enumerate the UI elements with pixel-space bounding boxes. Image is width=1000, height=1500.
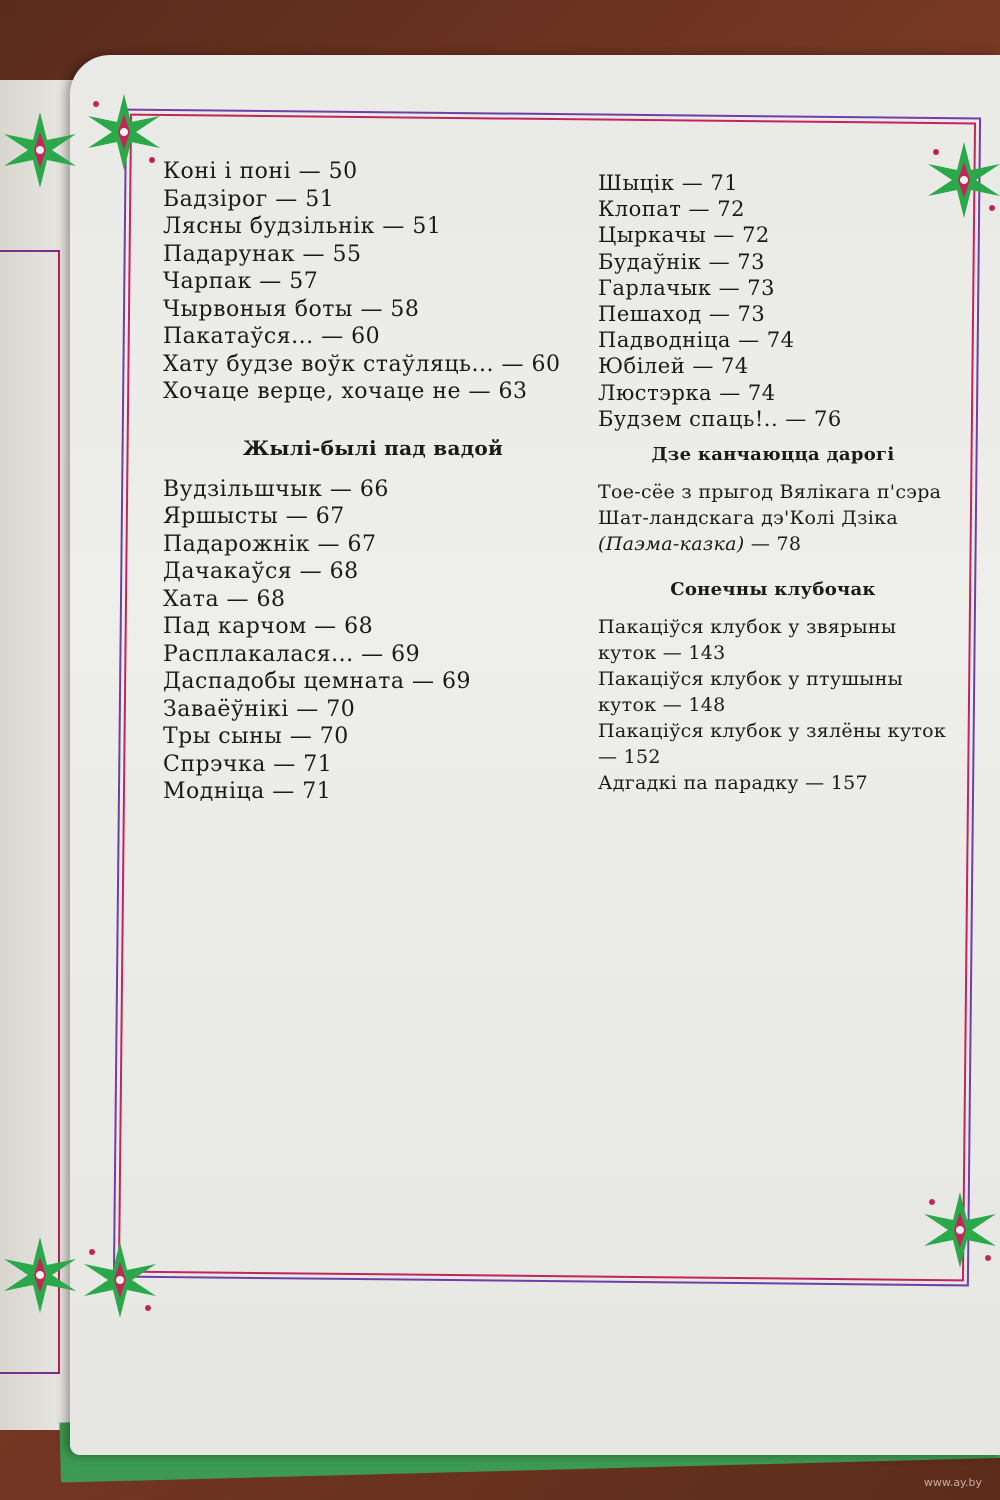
toc-entry-long [598, 479, 948, 557]
toc-entry: Будаўнік — 73 [598, 249, 766, 274]
toc-list [163, 476, 583, 806]
entry-genre: (Паэма-казка) [598, 533, 745, 556]
toc-entry: Вудзільшчык — 66 [163, 476, 389, 502]
toc-entry: Даспадобы цемната — 69 [163, 669, 471, 694]
toc-entry: Хочаце верце, хочаце не — 63 [163, 379, 528, 404]
toc-entry: Клопат — 72 [598, 197, 745, 222]
toc-entry: Пакаціўся клубок у птушыны куток — 148 [598, 668, 904, 717]
toc-entry: Модніца — 71 [163, 779, 332, 804]
toc-list [598, 614, 948, 796]
toc-entry: Пакаціўся клубок у зялёны куток — 152 [598, 720, 947, 769]
toc-entry: Падводніца — 74 [598, 328, 795, 353]
section-title: Дзе канчаюцца дарогі [651, 444, 895, 466]
toc-list [598, 170, 948, 432]
toc-entry: Адгадкі па парадку — 157 [598, 772, 868, 795]
section-title: Жылі-былі пад вадой [242, 435, 504, 460]
toc-entry: Юбілей — 74 [598, 354, 749, 379]
entry-page: — 78 [744, 533, 802, 556]
entry-text: Тое-сёе з прыгод Вялікага п'сэра Шат-ландскага дэ'Колі Дзіка [598, 481, 942, 530]
toc-entry: Гарлачык — 73 [598, 275, 776, 300]
toc-entry: Пешаход — 73 [598, 302, 766, 327]
toc-entry: Бадзірог — 51 [163, 186, 335, 212]
toc-entry: Коні і поні — 50 [163, 159, 358, 184]
toc-entry: Чарпак — 57 [163, 269, 319, 294]
toc-entry: Падарожнік — 67 [163, 531, 377, 557]
watermark: www.ay.by [923, 1476, 982, 1489]
toc-left-column [163, 158, 583, 806]
toc-entry: Шыцік — 71 [598, 171, 739, 195]
toc-entry: Пакаціўся клубок у звярыны куток — 143 [598, 616, 897, 665]
toc-entry: Дачакаўся — 68 [163, 559, 359, 584]
star-ornament-icon [920, 1190, 1000, 1270]
toc-entry: Люстэрка — 74 [598, 380, 776, 405]
toc-entry: Цыркачы — 72 [598, 223, 770, 248]
star-ornament-icon [84, 92, 164, 172]
toc-entry: Яршысты — 67 [163, 504, 345, 529]
star-ornament-icon [0, 1235, 80, 1315]
toc-entry: Расплакалася... — 69 [163, 641, 421, 667]
toc-list [163, 158, 583, 406]
toc-entry: Будзем спаць!.. — 76 [598, 406, 842, 431]
toc-entry: Падарунак — 55 [163, 241, 362, 267]
star-ornament-icon [0, 110, 80, 190]
toc-entry: Тры сыны — 70 [163, 724, 349, 749]
toc-entry: Хата — 68 [163, 586, 286, 612]
toc-entry: Чырвоныя боты — 58 [163, 296, 420, 322]
toc-entry: Хату будзе воўк стаўляць... — 60 [163, 351, 561, 377]
toc-right-column [598, 170, 948, 796]
star-ornament-icon [80, 1240, 160, 1320]
section-title: Сонечны клубочак [670, 579, 876, 601]
toc-entry: Спрэчка — 71 [163, 751, 333, 777]
toc-entry: Пакатаўся... — 60 [163, 324, 381, 349]
left-page-frame [0, 250, 60, 1374]
toc-entry: Лясны будзільнік — 51 [163, 214, 442, 239]
toc-entry: Заваёўнікі — 70 [163, 696, 356, 722]
toc-entry: Пад карчом — 68 [163, 614, 374, 639]
